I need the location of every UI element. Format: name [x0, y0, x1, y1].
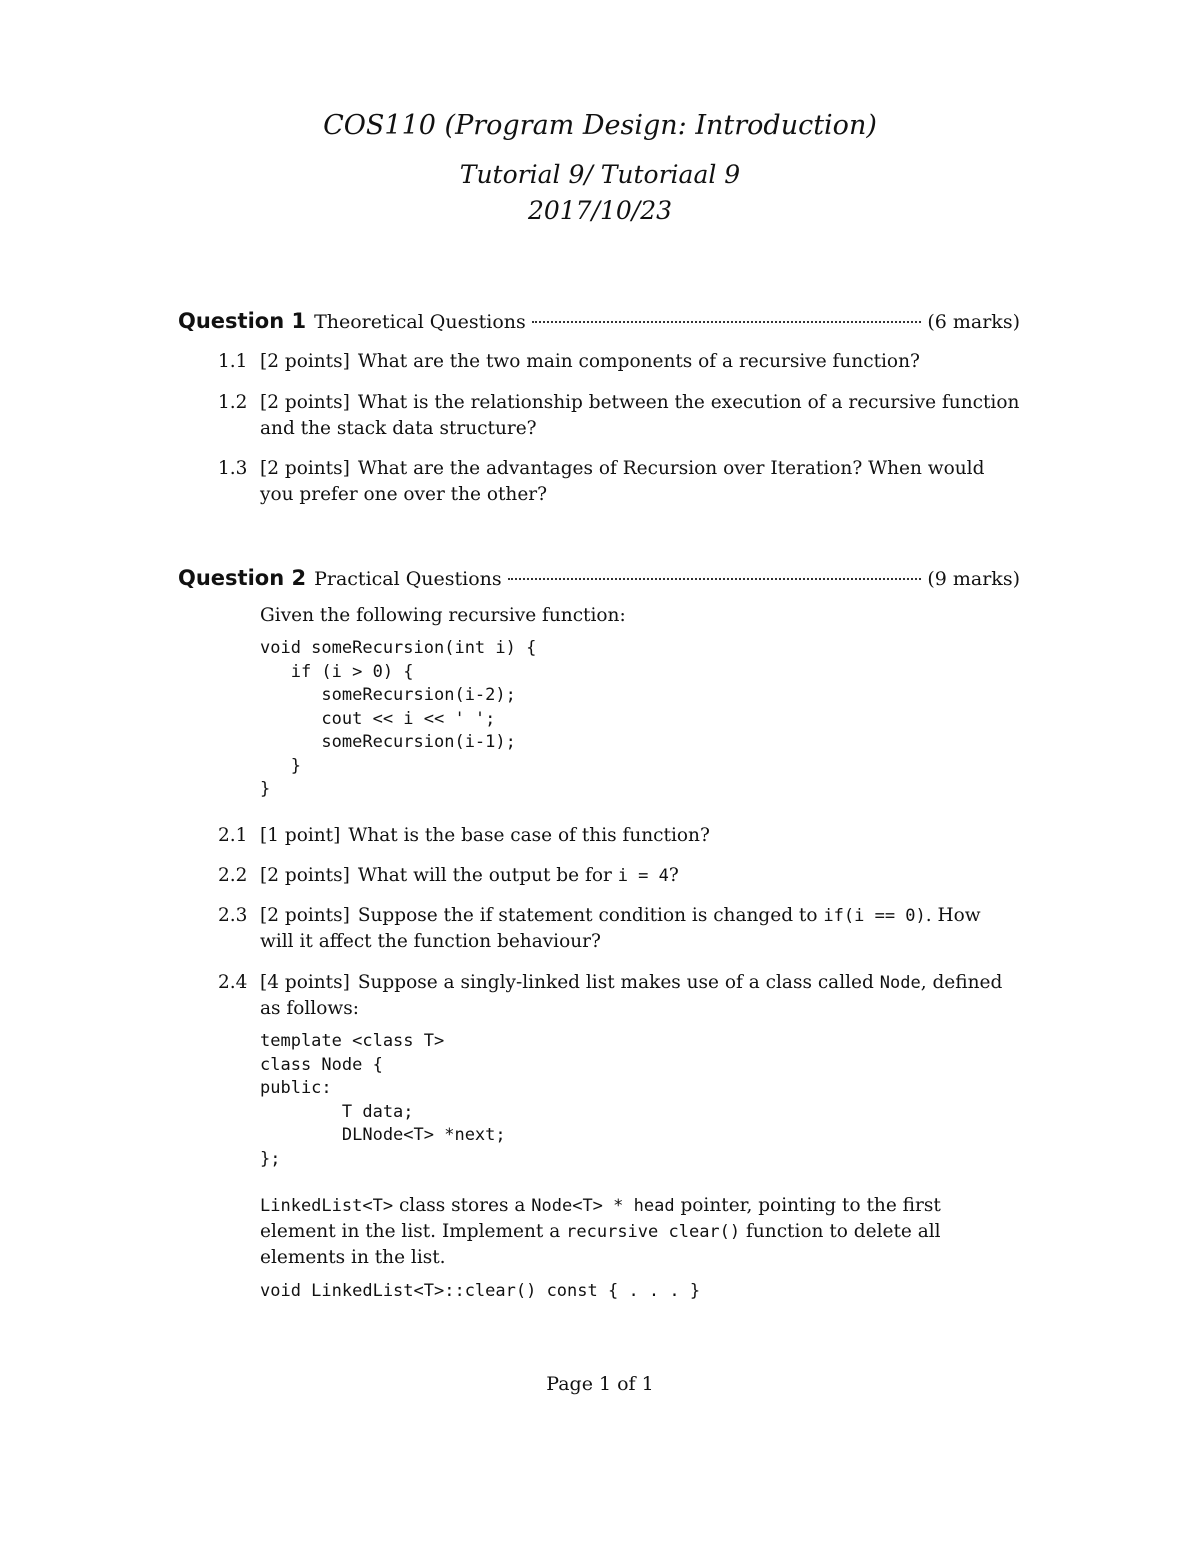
question-2-intro: Given the following recursive function:: [260, 605, 626, 626]
inline-code: Node: [879, 973, 921, 993]
paragraph-text: class stores a: [393, 1195, 532, 1216]
question-1-2: [218, 390, 1020, 442]
inline-code: LinkedList<T>: [260, 1196, 394, 1216]
node-class-code-block: template <class T> class Node { public: T data; DLNode<T> *next; };: [260, 1031, 506, 1169]
item-points: [4 points]: [260, 972, 350, 993]
document-date: 2017/10/23: [527, 196, 673, 225]
item-points: [2 points]: [260, 351, 350, 372]
question-1-title: Theoretical Questions: [314, 311, 526, 333]
question-2-2: [218, 863, 1020, 889]
question-2-label: Question 2: [178, 566, 307, 590]
recursion-code-block: void someRecursion(int i) { if (i > 0) { someRecursion(i-2); cout << i << ' '; someRecursion(i-1); } }: [260, 638, 537, 799]
question-1-1: [218, 349, 1020, 375]
item-text: Suppose the if statement condition is changed to: [357, 905, 818, 926]
inline-code: recursive clear(): [566, 1222, 741, 1242]
item-points: [1 point]: [260, 825, 341, 846]
item-text-end: . How will it affect the function behaviour?: [260, 905, 981, 952]
item-number: 1.3: [218, 458, 248, 479]
course-title: COS110 (Program Design: Introduction): [323, 110, 877, 141]
item-text: What is the base case of this function?: [348, 825, 710, 846]
item-number: 2.4: [218, 972, 248, 993]
clear-signature-code: void LinkedList<T>::clear() const { . . . }: [260, 1281, 701, 1301]
inline-code: Node<T> * head: [531, 1196, 675, 1216]
item-text-end: ?: [668, 865, 679, 886]
item-text: What are the advantages of Recursion over Iteration? When would you prefer one over the other?: [260, 458, 985, 505]
question-2-4: [218, 970, 1020, 1022]
item-text: What will the output be for: [357, 865, 612, 886]
inline-code: if(i == 0): [823, 906, 926, 926]
item-number: 2.2: [218, 865, 248, 886]
question-1-marks: (6 marks): [927, 311, 1020, 333]
question-1-3: [218, 456, 1020, 508]
item-number: 2.1: [218, 825, 248, 846]
item-points: [2 points]: [260, 392, 350, 413]
linkedlist-paragraph: [260, 1193, 1020, 1271]
leader-dots: [508, 578, 922, 580]
question-1-label: Question 1: [178, 309, 307, 333]
paragraph-text: function to delete all elements in the list.: [260, 1221, 941, 1268]
leader-dots: [532, 321, 922, 323]
item-text: What are the two main components of a recursive function?: [357, 351, 920, 372]
question-2-heading: [178, 566, 1020, 596]
item-text: What is the relationship between the execution of a recursive function and the stack data structure?: [260, 392, 1020, 439]
item-points: [2 points]: [260, 905, 350, 926]
item-number: 2.3: [218, 905, 248, 926]
item-text: Suppose a singly-linked list makes use of a class called: [357, 972, 874, 993]
inline-code: i = 4: [617, 866, 669, 886]
question-2-marks: (9 marks): [927, 568, 1020, 590]
question-1-heading: [178, 309, 1020, 339]
question-2-title: Practical Questions: [314, 568, 502, 590]
item-points: [2 points]: [260, 458, 350, 479]
item-points: [2 points]: [260, 865, 350, 886]
question-2-1: [218, 823, 1020, 849]
tutorial-title: Tutorial 9/ Tutoriaal 9: [459, 160, 741, 189]
item-text-end: , defined as follows:: [260, 972, 1003, 1019]
page-footer: Page 1 of 1: [546, 1373, 654, 1395]
question-2-3: [218, 903, 1020, 955]
item-number: 1.2: [218, 392, 248, 413]
paragraph-text: pointer, pointing to the first element in the list. Implement a: [260, 1195, 941, 1242]
item-number: 1.1: [218, 351, 248, 372]
